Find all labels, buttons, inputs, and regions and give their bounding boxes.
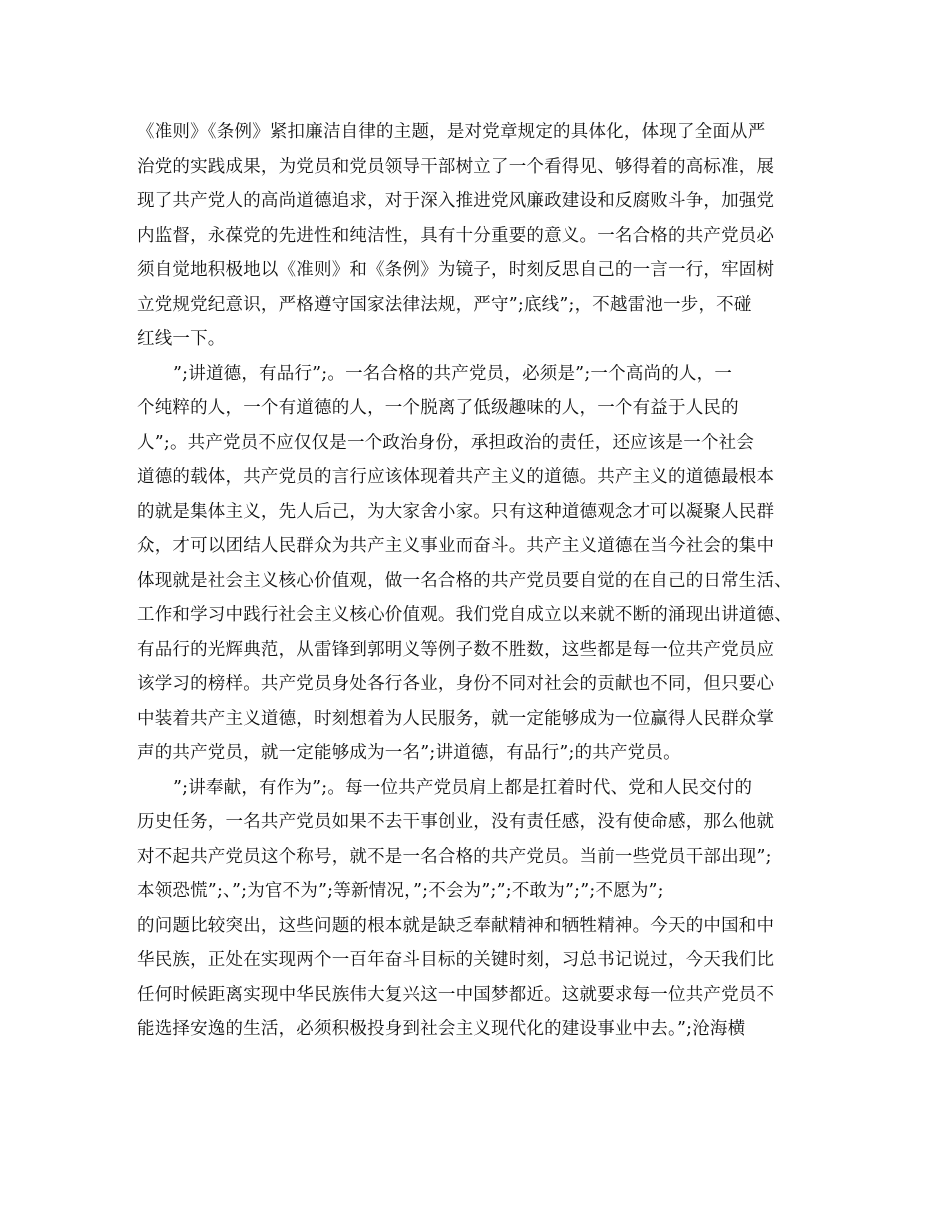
text-line: 立党规党纪意识，严格遵守国家法律法规，严守”;底线”;，不越雷池一步，不碰	[137, 294, 752, 315]
paragraph-1	[137, 115, 827, 357]
text-line: 众，才可以团结人民群众为共产主义事业而奋斗。共产主义道德在当今社会的集中	[137, 536, 775, 556]
text-line: 道德的载体，共产党员的言行应该体现着共产主义的道德。共产主义的道德最根本	[137, 467, 775, 487]
text-line: 现了共产党人的高尚道德追求，对于深入推进党风廉政建设和反腐败斗争，加强党	[137, 191, 775, 211]
text-line: 该学习的榜样。共产党员身处各行各业，身份不同对社会的贡献也不同，但只要心	[137, 674, 775, 694]
text-line: ”;讲奉献，有作为”;。每一位共产党员肩上都是扛着时代、党和人民交付的	[173, 777, 753, 798]
text-line: 须自觉地积极地以《准则》和《条例》为镜子，时刻反思自己的一言一行，牢固树	[137, 260, 775, 280]
text-line: 个纯粹的人，一个有道德的人，一个脱离了低级趣味的人，一个有益于人民的	[137, 398, 739, 418]
text-line: 对不起共产党员这个称号，就不是一名合格的共产党员。当前一些党员干部出现”;	[137, 846, 772, 867]
text-line: 能选择安逸的生活，必须积极投身到社会主义现代化的建设事业中去。”;沧海横	[137, 1019, 746, 1039]
text-line: 声的共产党员，就一定能够成为一名”;讲道德，有品行”;的共产党员。	[137, 743, 681, 763]
text-line: 体现就是社会主义核心价值观，做一名合格的共产党员要自觉的在自己的日常生活、	[137, 570, 792, 591]
text-line: 有品行的光辉典范，从雷锋到郭明义等例子数不胜数，这些都是每一位共产党员应	[137, 639, 775, 660]
text-line: 红线一下。	[137, 329, 226, 349]
paragraph-3	[137, 771, 827, 1047]
paragraph-2	[137, 357, 827, 771]
text-line: 内监督，永葆党的先进性和纯洁性，具有十分重要的意义。一名合格的共产党员必	[137, 225, 775, 246]
text-line: 历史任务，一名共产党员如果不去干事创业，没有责任感，没有使命感，那么他就	[137, 812, 775, 832]
text-line: 的就是集体主义，先人后己，为大家舍小家。只有这种道德观念才可以凝聚人民群	[137, 501, 775, 522]
text-line: ”;讲道德，有品行”;。一名合格的共产党员，必须是”;一个高尚的人，一	[173, 363, 733, 384]
text-line: 任何时候距离实现中华民族伟大复兴这一中国梦都近。这就要求每一位共产党员不	[137, 984, 775, 1005]
text-line: 的问题比较突出，这些问题的根本就是缺乏奉献精神和牺牲精神。今天的中国和中	[137, 915, 775, 936]
text-line: 治党的实践成果，为党员和党员领导干部树立了一个看得见、够得着的高标准，展	[137, 156, 775, 177]
text-line: 工作和学习中践行社会主义核心价值观。我们党自成立以来就不断的涌现出讲道德、	[137, 605, 792, 625]
document-body	[137, 115, 827, 1047]
text-line: 中装着共产主义道德，时刻想着为人民服务，就一定能够成为一位赢得人民群众掌	[137, 708, 775, 729]
text-line: 本领恐慌”;、”;为官不为”;等新情况，”;不会为”;”;不敢为”;”;不愿为”;	[137, 881, 664, 901]
text-line: 《准则》《条例》紧扣廉洁自律的主题，是对党章规定的具体化，体现了全面从严	[137, 122, 766, 142]
text-line: 华民族，正处在实现两个一百年奋斗目标的关键时刻，习总书记说过，今天我们比	[137, 950, 775, 970]
text-line: 人”;。共产党员不应仅仅是一个政治身份，承担政治的责任，还应该是一个社会	[137, 432, 755, 453]
